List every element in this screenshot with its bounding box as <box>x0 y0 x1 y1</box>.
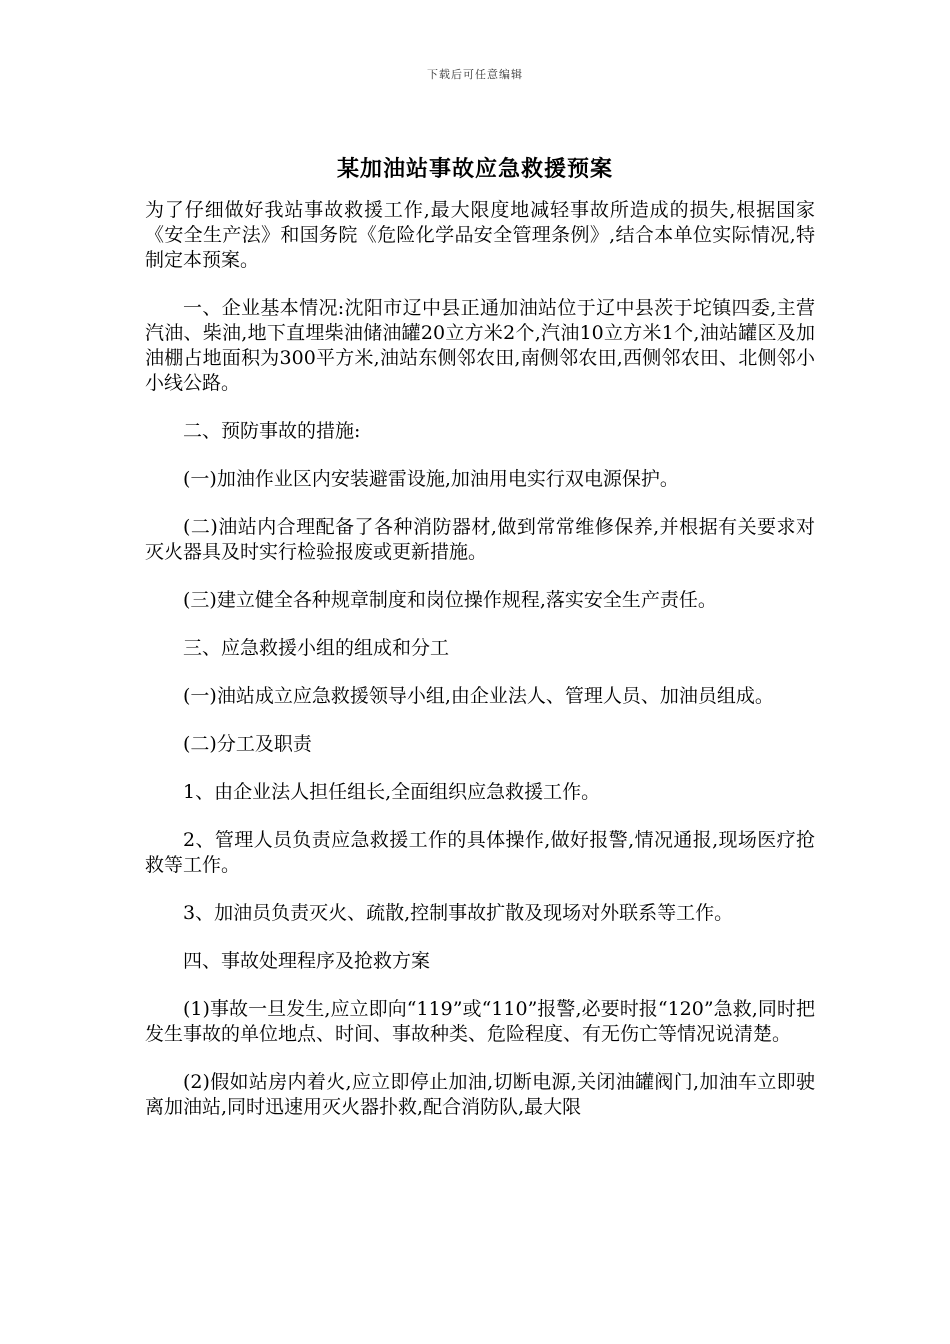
paragraph-section-4-heading: 四、事故处理程序及抢救方案 <box>183 950 431 972</box>
paragraph-procedure-2: (2)假如站房内着火,应立即停止加油,切断电源,关闭油罐阀门,加油车立即驶离加油站,同时迅速用灭火器扑救,配合消防队,最大限 <box>145 1071 815 1118</box>
header-note: 下载后可任意编辑 <box>427 68 523 81</box>
paragraph-section-3-heading: 三、应急救援小组的组成和分工 <box>183 637 450 659</box>
paragraph-section-2-heading: 二、预防事故的措施: <box>183 420 361 442</box>
paragraph-team-2: (二)分工及职责 <box>183 733 312 755</box>
paragraph-duty-1: 1、由企业法人担任组长,全面组织应急救援工作。 <box>183 781 601 803</box>
paragraph-measure-1: (一)加油作业区内安装避雷设施,加油用电实行双电源保护。 <box>183 468 679 490</box>
paragraph-intro: 为了仔细做好我站事故救援工作,最大限度地减轻事故所造成的损失,根据国家《安全生产法》和国务院《危险化学品安全管理条例》,结合本单位实际情况,特制定本预案。 <box>145 199 815 271</box>
paragraph-section-1: 一、企业基本情况:沈阳市辽中县正通加油站位于辽中县茨于坨镇四委,主营汽油、柴油,地下直埋柴油储油罐20立方米2个,汽油10立方米1个,油站罐区及加油棚占地面积为300平方米,油站东侧邻农田,南侧邻农田,西侧邻农田、北侧邻小小线公路。 <box>145 297 815 394</box>
paragraph-duty-2: 2、管理人员负责应急救援工作的具体操作,做好报警,情况通报,现场医疗抢救等工作。 <box>145 829 815 876</box>
document-title: 某加油站事故应急救援预案 <box>336 156 613 182</box>
paragraph-team-1: (一)油站成立应急救援领导小组,由企业法人、管理人员、加油员组成。 <box>183 685 774 707</box>
paragraph-measure-3: (三)建立健全各种规章制度和岗位操作规程,落实安全生产责任。 <box>183 589 717 611</box>
document-body <box>145 198 815 1143</box>
paragraph-measure-2: (二)油站内合理配备了各种消防器材,做到常常维修保养,并根据有关要求对灭火器具及时实行检验报废或更新措施。 <box>145 516 815 563</box>
paragraph-procedure-1: (1)事故一旦发生,应立即向“119”或“110”报警,必要时报“120”急救,同时把发生事故的单位地点、时间、事故种类、危险程度、有无伤亡等情况说清楚。 <box>145 998 815 1045</box>
paragraph-duty-3: 3、加油员负责灭火、疏散,控制事故扩散及现场对外联系等工作。 <box>183 902 734 924</box>
